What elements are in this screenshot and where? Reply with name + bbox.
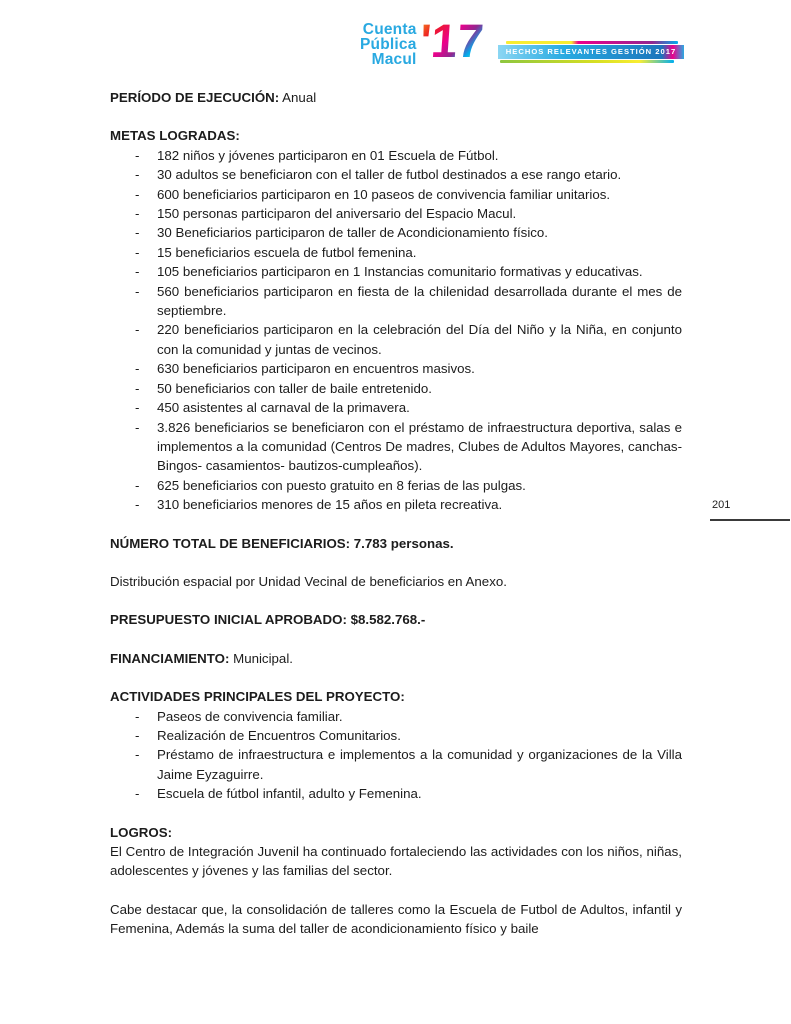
list-item-text: Paseos de convivencia familiar.: [157, 708, 343, 724]
list-item-text: 560 beneficiarios participaron en fiesta de la chilenidad desarrollada durante el mes de septiembre.: [157, 283, 682, 319]
list-item-text: 600 beneficiarios participaron en 10 paseos de convivencia familiar unitarios.: [157, 186, 611, 202]
dash-marker: [135, 359, 157, 378]
list-item-text: 182 niños y jóvenes participaron en 01 Escuela de Fútbol.: [157, 147, 499, 163]
dash-marker: [135, 745, 157, 784]
logo-word-macul: Macul: [371, 50, 417, 68]
logros-heading: LOGROS:: [110, 824, 173, 840]
dash-marker: [135, 379, 157, 398]
hechos-relevantes-banner: [498, 41, 684, 63]
list-item-text: 105 beneficiarios participaron en 1 Instancias comunitario formativas y educativas.: [157, 264, 643, 280]
dash-marker: [135, 495, 157, 514]
logo-year-17: '17: [417, 14, 485, 67]
dash-marker: [135, 707, 157, 726]
list-item: [135, 185, 682, 204]
actividades-section: [110, 687, 682, 803]
financiamiento-label: FINANCIAMIENTO:: [110, 650, 230, 666]
dash-marker: [135, 282, 157, 321]
financiamiento-value: Municipal.: [229, 650, 293, 666]
dash-marker: [135, 165, 157, 184]
dash-marker: [135, 146, 157, 165]
list-item-text: Escuela de fútbol infantil, adulto y Femenina.: [157, 786, 422, 802]
list-item: [135, 476, 682, 495]
dash-marker: [135, 223, 157, 242]
list-item-text: 630 beneficiarios participaron en encuentros masivos.: [157, 361, 475, 377]
actividades-heading: ACTIVIDADES PRINCIPALES DEL PROYECTO:: [110, 689, 405, 705]
dash-marker: [135, 243, 157, 262]
financiamiento-field: [110, 649, 682, 668]
list-item: [135, 398, 682, 417]
list-item: [135, 418, 682, 476]
list-item-text: 625 beneficiarios con puesto gratuito en 8 ferias de las pulgas.: [157, 477, 526, 493]
dash-marker: [135, 418, 157, 476]
list-item: [135, 359, 682, 378]
list-item-text: 3.826 beneficiarios se beneficiaron con el préstamo de infraestructura deportiva, salas e implementos a la comunidad (Centros De madres, Clubes de Adultos Mayores, canchas- Bingos- casamientos- bautizos-cumpleaños).: [157, 419, 682, 474]
logo-wordmark: [360, 23, 417, 67]
list-item: [135, 707, 682, 726]
list-item: [135, 379, 682, 398]
list-item: [135, 495, 682, 514]
list-item-text: 30 adultos se beneficiaron con el taller de futbol destinados a ese rango etario.: [157, 167, 622, 183]
dash-marker: [135, 185, 157, 204]
list-item: [135, 784, 682, 803]
list-item: [135, 223, 682, 242]
periodo-value: Anual: [279, 90, 317, 105]
list-item-text: 450 asistentes al carnaval de la primavera.: [157, 400, 410, 416]
distribucion-note: Distribución espacial por Unidad Vecinal de beneficiarios en Anexo.: [110, 573, 507, 589]
dash-marker: [135, 204, 157, 223]
metas-section: [110, 126, 682, 514]
page-header: [0, 0, 791, 88]
list-item: [135, 320, 682, 359]
list-item-text: 50 beneficiarios con taller de baile entretenido.: [157, 380, 432, 396]
logros-section: [110, 823, 682, 881]
dash-marker: [135, 262, 157, 281]
dash-marker: [135, 398, 157, 417]
periodo-field: [110, 88, 682, 107]
logo-word-cuenta: Cuenta: [362, 21, 417, 38]
dash-marker: [135, 320, 157, 359]
banner-band: [498, 45, 684, 59]
page-number-label: 201: [712, 499, 731, 511]
list-item-text: 150 personas participaron del aniversario del Espacio Macul.: [157, 206, 517, 222]
cuenta-publica-macul-logo: [360, 14, 485, 68]
logros-paragraph-1: El Centro de Integración Juvenil ha continuado fortaleciendo las actividades con los niños, niñas, adolescentes y jóvenes y las familias del sector.: [110, 844, 682, 879]
list-item-text: 15 beneficiarios escuela de futbol femenina.: [157, 244, 417, 260]
dash-marker: [135, 784, 157, 803]
list-item-text: Préstamo de infraestructura e implementos a la comunidad y organizaciones de la Villa Jaime Eyzaguirre.: [157, 747, 682, 782]
metas-heading: METAS LOGRADAS:: [110, 128, 240, 144]
logros-paragraph-2: Cabe destacar que, la consolidación de talleres como la Escuela de Futbol de Adultos, infantil y Femenina, Además la suma del taller de acondicionamiento físico y baile: [110, 901, 682, 937]
list-item-text: 220 beneficiarios participaron en la celebración del Día del Niño y la Niña, en conjunto con la comunidad y juntas de vecinos.: [157, 322, 682, 357]
banner-text: HECHOS RELEVANTES GESTIÓN 2017: [505, 47, 677, 57]
list-item-text: Realización de Encuentros Comunitarios.: [157, 727, 401, 743]
dash-marker: [135, 726, 157, 745]
list-item: [135, 243, 682, 262]
presupuesto-aprobado: PRESUPUESTO INICIAL APROBADO: $8.582.768.-: [110, 612, 426, 628]
list-item: [135, 726, 682, 745]
page-number: [710, 494, 790, 521]
list-item: [135, 745, 682, 784]
list-item: [135, 282, 682, 321]
document-body: [110, 88, 682, 958]
list-item: [135, 204, 682, 223]
list-item: [135, 165, 682, 184]
logo-word-publica: Pública: [360, 35, 417, 53]
dash-marker: [135, 476, 157, 495]
actividades-list: [110, 707, 682, 804]
total-beneficiarios: NÚMERO TOTAL DE BENEFICIARIOS: 7.783 personas.: [110, 535, 454, 551]
list-item-text: 310 beneficiarios menores de 15 años en pileta recreativa.: [157, 497, 503, 513]
list-item: [135, 262, 682, 281]
list-item: [135, 146, 682, 165]
periodo-label: PERÍODO DE EJECUCIÓN:: [110, 90, 280, 105]
metas-list: [110, 146, 682, 515]
list-item-text: 30 Beneficiarios participaron de taller de Acondicionamiento físico.: [157, 225, 549, 241]
